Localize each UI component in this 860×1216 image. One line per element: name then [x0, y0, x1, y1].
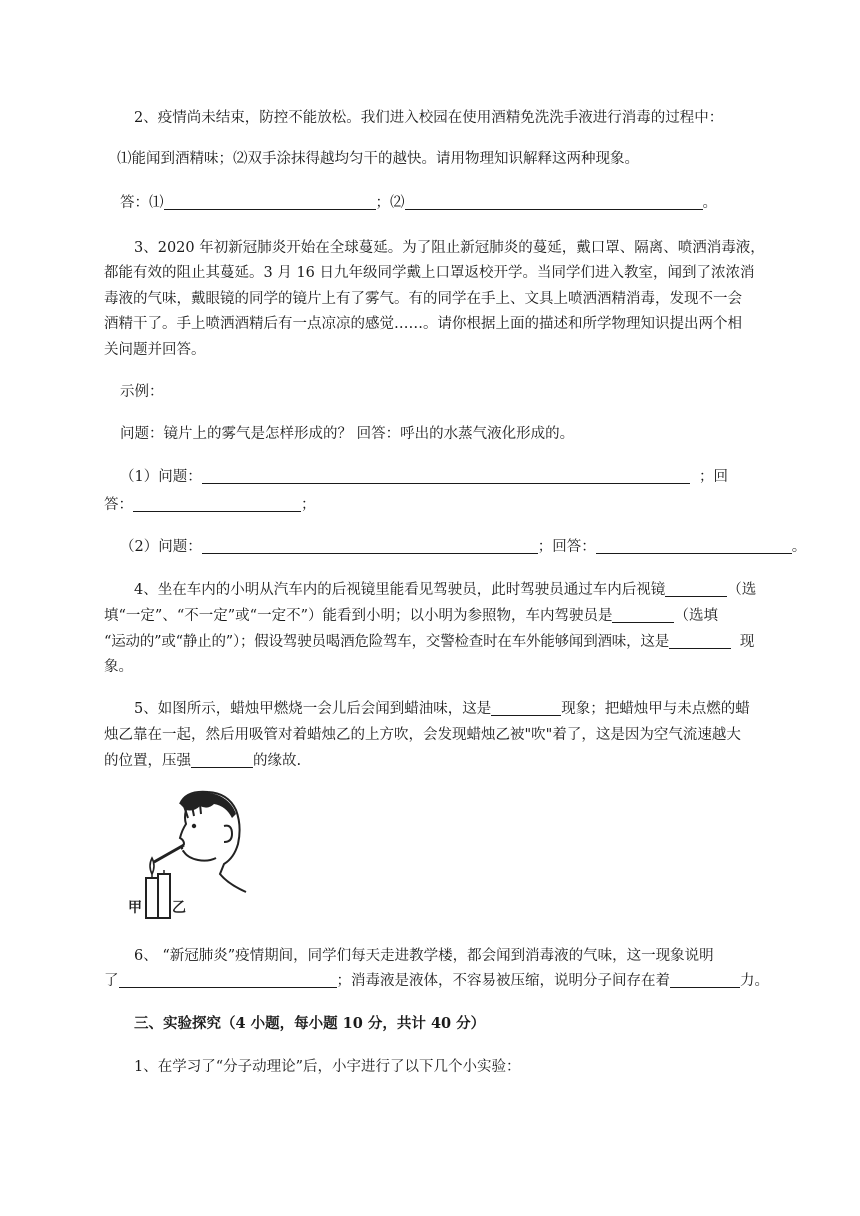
q3-part2-answer-blank[interactable] — [596, 538, 792, 554]
q2-answer-line — [120, 193, 717, 213]
candle-yi — [158, 874, 170, 918]
q3-part1-answer-label: 答： — [104, 497, 133, 513]
q3-part2-question-blank[interactable] — [202, 538, 538, 554]
q5-blank-2[interactable] — [191, 752, 253, 768]
q2-answer-blank-2[interactable] — [405, 194, 703, 210]
q4-line2 — [104, 606, 718, 626]
q2-answer-prefix: 答：⑴ — [120, 195, 164, 211]
q2-answer-blank-1[interactable] — [164, 194, 376, 210]
q4-line1 — [134, 580, 756, 600]
hair — [180, 792, 236, 818]
q3-part2-end: 。 — [791, 539, 807, 555]
q3-line1: 3、2020 年初新冠肺炎开始在全球蔓延。为了阻止新冠肺炎的蔓延，戴口罩、隔离、喷洒消毒液， — [134, 240, 765, 256]
q3-part2-separator: ；回答： — [537, 539, 596, 555]
q3-part2-line — [120, 537, 806, 557]
face-profile — [180, 810, 216, 861]
q3-line4: 酒精干了。手上喷洒酒精后有一点凉凉的感觉……。请你根据上面的描述和所学物理知识提出两个相 — [104, 316, 742, 332]
q2-answer-end: 。 — [702, 195, 717, 211]
q6-blank-2[interactable] — [670, 972, 740, 988]
q5-line1-text: 5、如图所示，蜡烛甲燃烧一会儿后会闻到蜡油味，这是 — [134, 701, 492, 717]
q3-line5: 关问题并回答。 — [104, 342, 206, 358]
q3-part1-answer-line — [104, 495, 316, 515]
q6-line2-start: 了 — [104, 973, 119, 989]
q4-line1-text: 4、坐在车内的小明从汽车内的后视镜里能看见驾驶员，此时驾驶员通过车内后视镜 — [134, 582, 666, 598]
straw — [154, 845, 184, 862]
section3-title: 三、实验探究（4 小题，每小题 10 分，共计 40 分） — [134, 1015, 486, 1032]
q3-part1-answer-blank[interactable] — [133, 496, 301, 512]
q5-line3 — [104, 751, 301, 771]
q6-line1: 6、 “新冠肺炎”疫情期间，同学们每天走进教学楼，都会闻到消毒液的气味，这一现象说明 — [134, 948, 714, 964]
q5-line1 — [134, 699, 750, 719]
q3-example-label: 示例： — [120, 384, 164, 400]
q4-line3 — [104, 632, 754, 652]
q4-line3-text: “运动的”或“静止的”）；假设驾驶员喝酒危险驾车，交警检查时在车外能够闻到酒味，这是 — [104, 634, 669, 650]
q2-answer-mid: ；⑵ — [375, 195, 405, 211]
candle-jia — [146, 878, 158, 918]
q5-line3-tail: 的缘故. — [253, 753, 302, 769]
q3-part2-question-label: （2）问题： — [120, 539, 202, 555]
q6-blank-1[interactable] — [119, 972, 337, 988]
section3-q1: 1、在学习了“分子动理论”后，小宇进行了以下几个小实验： — [134, 1059, 521, 1075]
boy-candles-illustration — [128, 788, 252, 920]
q3-part1-question-label: （1）问题： — [120, 469, 202, 485]
q6-line2-end: 力。 — [740, 973, 769, 989]
candle-figure — [128, 788, 252, 920]
eye — [192, 824, 196, 828]
q5-line3-text: 的位置，压强 — [104, 753, 191, 769]
q2-line2: ⑴能闻到酒精味；⑵双手涂抹得越均匀干的越快。请用物理知识解释这两种现象。 — [117, 151, 639, 167]
q4-line4: 象。 — [104, 659, 133, 675]
q4-blank-1[interactable] — [665, 581, 727, 597]
q3-part1-separator: ；回 — [698, 469, 728, 485]
q3-part1-question-line — [120, 467, 728, 487]
q6-line2-middle: ；消毒液是液体，不容易被压缩，说明分子间存在着 — [336, 973, 670, 989]
q4-line3-tail: 现 — [739, 634, 755, 650]
straw-highlight — [155, 849, 184, 865]
q4-line2-tail: （选填 — [674, 608, 718, 624]
ear — [224, 826, 232, 842]
q4-blank-3[interactable] — [669, 633, 731, 649]
q4-line1-tail: （选 — [727, 582, 757, 598]
q3-part1-question-blank[interactable] — [202, 468, 690, 484]
q5-line2: 烛乙靠在一起，然后用吸管对着蜡烛乙的上方吹，会发现蜡烛乙被"吹"着了，这是因为空气流速越大 — [104, 727, 741, 743]
q3-line2: 都能有效的阻止其蔓延。3 月 16 日九年级同学戴上口罩返校开学。当同学们进入教室，闻到了浓浓消 — [104, 265, 755, 281]
q5-blank-1[interactable] — [491, 700, 561, 716]
q4-line2-text: 填“一定”、“不一定”或“一定不”）能看到小明；以小明为参照物，车内驾驶员是 — [104, 608, 613, 624]
q3-part1-answer-end: ； — [301, 497, 316, 513]
q2-line1: 2、疫情尚未结束，防控不能放松。我们进入校园在使用酒精免洗洗手液进行消毒的过程中： — [134, 110, 724, 126]
q6-line2 — [104, 971, 769, 991]
q5-line1-tail: 现象；把蜡烛甲与未点燃的蜡 — [561, 701, 750, 717]
q4-blank-2[interactable] — [612, 607, 674, 623]
label-yi: 乙 — [172, 900, 186, 916]
flame-icon — [150, 858, 154, 874]
label-jia: 甲 — [128, 900, 142, 916]
q3-example: 问题：镜片上的雾气是怎样形成的？ 回答：呼出的水蒸气液化形成的。 — [120, 426, 575, 442]
q3-line3: 毒液的气味，戴眼镜的同学的镜片上有了雾气。有的同学在手上、文具上喷洒酒精消毒，发现不一会 — [104, 291, 742, 307]
